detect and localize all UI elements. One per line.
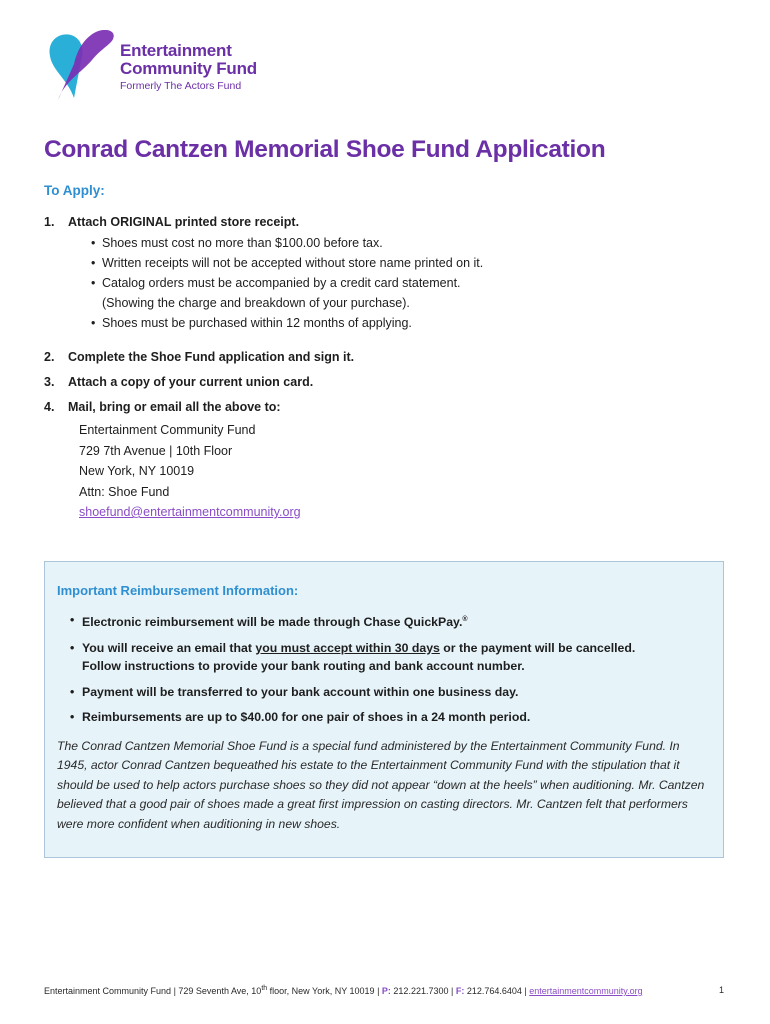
step-2: [44, 348, 724, 366]
fund-description: The Conrad Cantzen Memorial Shoe Fund is a special fund administered by the Entertainment Community Fund. In 1945, actor Conrad Cantzen bequeathed his estate to the Entertainment Community Fund with the stipulation that it should be used to help actors purchase shoes so they did not appear “down at the heels” when auditioning. Mr. Cantzen believed that a good pair of shoes made a great first impression on casting directors. Mr. Cantzen felt that performers were more confident when auditioning in new shoes.: [57, 738, 705, 831]
address-city: New York, NY 10019: [79, 464, 195, 478]
list-item: • Written receipts will not be accepted without store name printed on it.: [102, 253, 724, 273]
step-number: 1.: [44, 215, 55, 229]
registered-mark: ®: [462, 616, 468, 623]
heart-logo-icon: [44, 30, 118, 102]
list-item: • Electronic reimbursement will be made through Chase QuickPay.®: [82, 611, 711, 632]
reimbursement-info-box: [44, 561, 724, 858]
step-text: Mail, bring or email all the above to:: [68, 400, 281, 414]
page-title: Conrad Cantzen Memorial Shoe Fund Application: [44, 136, 606, 163]
email-link[interactable]: shoefund@entertainmentcommunity.org: [79, 505, 301, 519]
footer: Entertainment Community Fund | 729 Seventh Ave, 10th floor, New York, NY 10019 | P: 212.221.7300 | F: 212.764.6404 | entertainmentcommunity.org: [44, 985, 643, 996]
logo-line-2: Community Fund: [120, 59, 257, 78]
list-item-continuation: (Showing the charge and breakdown of your purchase).: [102, 296, 410, 310]
fax-label: F:: [455, 986, 465, 996]
footer-address: 729 Seventh Ave, 10th floor, New York, NY 10019: [178, 985, 375, 996]
list-item: • Catalog orders must be accompanied by a credit card statement. (Showing the charge and breakdown of your purchase).: [102, 273, 724, 313]
step-number: 4.: [44, 400, 55, 414]
list-item: • Reimbursements are up to $40.00 for one pair of shoes in a 24 month period.: [82, 708, 711, 727]
step-text: Complete the Shoe Fund application and sign it.: [68, 350, 355, 364]
logo-line-1: Entertainment: [120, 41, 232, 60]
footer-fax: 212.764.6404: [466, 986, 522, 996]
mailing-address: [79, 420, 724, 523]
step-3: [44, 373, 724, 391]
step-4: [44, 398, 724, 416]
info-box-list: [57, 611, 711, 727]
underlined-text: you must accept within 30 days: [255, 640, 440, 655]
step-1: [44, 213, 724, 333]
step-text: Attach a copy of your current union card.: [68, 375, 314, 389]
address-street: 729 7th Avenue | 10th Floor: [79, 443, 233, 458]
logo-tagline: Formerly The Actors Fund: [120, 80, 242, 92]
info-box-title: Important Reimbursement Information:: [57, 583, 299, 598]
step-1-bullets: [68, 233, 724, 333]
phone-label: P:: [381, 986, 391, 996]
list-item: • Shoes must be purchased within 12 months of applying.: [102, 313, 724, 333]
to-apply-heading: To Apply:: [44, 183, 105, 198]
page-number: 1: [719, 985, 725, 995]
website-link[interactable]: entertainmentcommunity.org: [529, 986, 643, 996]
address-attn: Attn: Shoe Fund: [79, 484, 170, 499]
steps-list: [44, 213, 724, 523]
step-number: 3.: [44, 375, 55, 389]
address-org: Entertainment Community Fund: [79, 423, 256, 437]
list-item: • You will receive an email that you must accept within 30 days or the payment will be cancelled. Follow instructions to provide your bank routing and bank account number.: [82, 639, 711, 676]
step-number: 2.: [44, 350, 55, 364]
step-text: Attach ORIGINAL printed store receipt.: [68, 215, 300, 229]
footer-org: Entertainment Community Fund: [44, 986, 172, 996]
list-item: • Payment will be transferred to your bank account within one business day.: [82, 683, 711, 702]
list-item: • Shoes must cost no more than $100.00 before tax.: [102, 233, 724, 253]
logo: [44, 30, 284, 102]
footer-phone: 212.221.7300: [393, 986, 449, 996]
